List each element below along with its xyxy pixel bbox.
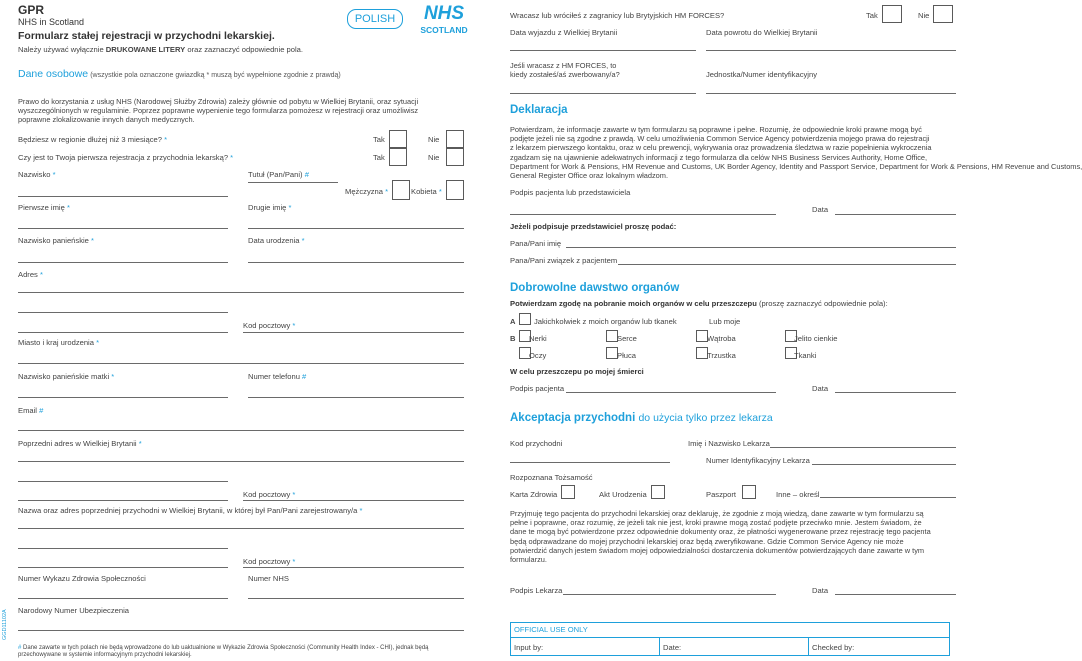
mother-maiden-label: Nazwisko panieńskie matki *: [18, 372, 115, 381]
health-card-checkbox[interactable]: [561, 485, 575, 499]
option-a-letter: A: [510, 317, 516, 326]
rep-relation-label: Pana/Pani związek z pacjentem: [510, 256, 618, 265]
prev-address-label: Poprzedni adres w Wielkiej Brytanii *: [18, 439, 142, 448]
organ-kidneys: Nerki: [529, 334, 547, 343]
prev-practice-line1[interactable]: [18, 528, 464, 529]
address-field-line2[interactable]: [18, 312, 228, 313]
prev-address-line1[interactable]: [18, 461, 464, 462]
doctor-date-field[interactable]: [835, 594, 956, 595]
option-b-letter: B: [510, 334, 516, 343]
id-health-card: Karta Zdrowia: [510, 490, 558, 499]
organ-small-bowel: Jelito cienkie: [794, 334, 838, 343]
yes-label: Tak: [373, 135, 385, 144]
doctor-signature-field[interactable]: [563, 594, 776, 595]
first-registration-yes-checkbox[interactable]: [389, 148, 407, 166]
option-a-or: Lub moje: [709, 317, 741, 326]
dob-label: Data urodzenia *: [248, 236, 305, 245]
declaration-text: Potwierdzam, że informacje zawarte w tym formularzu są poprawne i pełne. Rozumię, że odpowiednie kroki prawne mogą być podjęte jeżeli nie są zgodne z prawdą. W celu umożliwienia Common Service Agency potwierdzenia mojego prawa do rejestracji z lekarzem pierwszego kontaktu, oraz w celu prewencji, wykrywania oraz prowadzenia śledztwa w razie popełnienia wykroczenia zgadzam się na ujawnienie adekwatnych informacji z tego formularza dla celów NHS Business Services Authority, Home Office, Department for Work & Pensions, HM Revenue and Customs, UK Border Agency, Identity and Passport Service, Department for Work & Pensions, HM Revenue and Customs, General Register Office oraz lokalnym władzom.: [510, 125, 1082, 181]
yes-label: Tak: [373, 153, 385, 162]
date-label: Data: [812, 586, 829, 595]
abroad-question: Wracasz lub wróciłeś z zagranicy lub Brytyjskich HM FORCES?: [510, 11, 725, 20]
female-label: Kobieta *: [411, 187, 442, 196]
question-three-months: Będziesz w regionie dłużej niż 3 miesiące? *: [18, 135, 168, 144]
acceptance-text: Przyjmuję tego pacjenta do przychodni lekarskiej oraz deklaruję, że zgodnie z moją wiedzą, dane zawarte w tym formularzu są pełne i poprawne, oraz rozumię, że jeżeli tak nie jest, kroki prawne mogą zostać podjęte przeciwko mnie. Jestem świadom, że dane te mogą być potwierdzone przez odpowiednie dokumenty oraz, że płatności wygenerowane przez rejestrację tego pacjenta będą odprawadzane do mojej przychodni lekarskiej oraz będą zweryfikowane. Gdzie Common Service Agency nie może potwierdzić danych jestem świadom mojej odpowiedzialności dostarczenia dokumentów potwierdzających dane zawarte w tym formularzu.: [510, 509, 931, 565]
rep-relation-field[interactable]: [618, 264, 956, 265]
personal-details-heading: Dane osobowe (wszystkie pola oznaczone gwiazdką * muszą być wypełnione zgodnie z prawdą): [18, 68, 341, 80]
official-use-separator: [659, 637, 660, 656]
organ-heart: Serce: [617, 334, 637, 343]
prev-postcode-label: Kod pocztowy *: [243, 490, 296, 499]
unit-id-label: Jednostka/Numer identyfikacyjny: [706, 70, 818, 79]
patient-signature-label: Podpis pacjenta: [510, 384, 565, 393]
input-by-label: Input by:: [514, 643, 544, 652]
no-label: Nie: [428, 153, 440, 162]
nhs-number-field[interactable]: [248, 598, 464, 599]
address-field-line1[interactable]: [18, 292, 464, 293]
no-label: Nie: [918, 11, 930, 20]
title-field[interactable]: [248, 182, 338, 183]
patient-signature-field[interactable]: [566, 392, 776, 393]
left-date-label: Data wyjazdu z Wielkiej Brytanii: [510, 28, 618, 37]
checked-by-label: Checked by:: [812, 643, 855, 652]
organ-liver: Wątroba: [707, 334, 736, 343]
official-use-divider: [510, 637, 950, 638]
male-label: Mężczyzna *: [345, 187, 389, 196]
first-name-label: Pierwsze imię *: [18, 203, 70, 212]
return-date-field[interactable]: [706, 50, 956, 51]
date-label: Data: [812, 205, 829, 214]
prev-practice-label: Nazwa oraz adres poprzedniej przychodni w Wielkiej Brytanii, w której był Pan/Pani zarejestrowany/a *: [18, 506, 363, 515]
surname-label: Nazwisko *: [18, 170, 56, 179]
gp-id-field[interactable]: [812, 464, 956, 465]
organ-lungs: Płuca: [617, 351, 636, 360]
unit-id-field[interactable]: [706, 93, 956, 94]
phone-label: Numer telefonu #: [248, 372, 307, 381]
personal-intro: Prawo do korzystania z usług NHS (Narodowej Służby Zdrowia) zależy głównie od pobytu w Wielkiej Brytanii, oraz sytuacji wyszczególnionych w regulaminie. Poprzez poprawne wypenienie tego formularza pomożesz w rejestracji oraz umożliwisz poprawne zlokalizowanie innych danych medycznych.: [18, 97, 419, 125]
signature-label: Podpis pacjenta lub przedstawiciela: [510, 188, 631, 197]
left-date-field[interactable]: [510, 50, 696, 51]
middle-name-label: Drugie imię *: [248, 203, 292, 212]
gp-name-field[interactable]: [770, 447, 956, 448]
ni-number-label: Narodowy Numer Ubezpieczenia: [18, 606, 130, 615]
forces-date-field[interactable]: [510, 93, 696, 94]
abroad-no-checkbox[interactable]: [933, 5, 953, 23]
first-name-field[interactable]: [18, 228, 228, 229]
ni-number-field[interactable]: [18, 630, 464, 631]
passport-checkbox[interactable]: [742, 485, 756, 499]
birth-certificate-checkbox[interactable]: [651, 485, 665, 499]
practice-code-label: Kod przychodni: [510, 439, 563, 448]
address-field-line3[interactable]: [18, 332, 228, 333]
abroad-yes-checkbox[interactable]: [882, 5, 902, 23]
question-first-registration: Czy jest to Twoja pierwsza rejestracja z przychodnia lekarską? *: [18, 153, 234, 162]
male-checkbox[interactable]: [392, 180, 410, 200]
first-registration-no-checkbox[interactable]: [446, 148, 464, 166]
forces-question: Jeśli wracasz z HM FORCES, to kiedy zostałeś/aś zwerbowany/a?: [510, 61, 620, 80]
birthplace-field[interactable]: [18, 363, 464, 364]
three-months-no-checkbox[interactable]: [446, 130, 464, 148]
office-date-label: Date:: [663, 643, 682, 652]
three-months-yes-checkbox[interactable]: [389, 130, 407, 148]
maiden-name-label: Nazwisko panieńskie *: [18, 236, 95, 245]
date-label: Data: [812, 384, 829, 393]
health-number-field[interactable]: [18, 598, 228, 599]
declaration-heading: Deklaracja: [510, 104, 568, 116]
maiden-name-field[interactable]: [18, 262, 228, 263]
identity-seen-label: Rozpoznana Tożsamość: [510, 473, 593, 482]
svg-text:NHS: NHS: [423, 3, 465, 24]
health-number-label: Numer Wykazu Zdrowia Społeczności: [18, 574, 146, 583]
organ-pancreas: Trzustka: [707, 351, 736, 360]
gp-id-label: Numer Identyfikacyjny Lekarza: [706, 456, 810, 465]
doctor-signature-label: Podpis Lekarza: [510, 586, 563, 595]
page-title: Formularz stałej rejestracji w przychodni lekarskiej.: [18, 30, 275, 42]
prev-address-line2[interactable]: [18, 481, 228, 482]
org-name: NHS in Scotland: [18, 17, 85, 27]
form-code: GGD11102A: [2, 609, 8, 640]
id-birth-certificate: Akt Urodzenia: [599, 490, 647, 499]
female-checkbox[interactable]: [446, 180, 464, 200]
acceptance-heading: Akceptacja przychodni do użycia tylko przez lekarza: [510, 412, 773, 424]
organ-donation-heading: Dobrowolne dawstwo organów: [510, 282, 680, 294]
organ-date-field[interactable]: [835, 392, 956, 393]
option-a-checkbox[interactable]: [519, 313, 531, 325]
id-other: Inne – określ: [776, 490, 820, 499]
signature-field[interactable]: [510, 214, 776, 215]
phone-field[interactable]: [248, 397, 464, 398]
prev-practice-postcode-label: Kod pocztowy *: [243, 557, 296, 566]
official-use-heading: OFFICIAL USE ONLY: [514, 625, 588, 634]
practice-code-field[interactable]: [510, 462, 670, 463]
mother-maiden-field[interactable]: [18, 397, 228, 398]
prev-practice-line2[interactable]: [18, 548, 228, 549]
option-a-text: Jakichkolwiek z moich organów lub tkanek: [534, 317, 677, 326]
nhs-number-label: Numer NHS: [248, 574, 289, 583]
title-label: Tutuł (Pan/Pani) #: [248, 170, 309, 179]
official-use-separator: [808, 637, 809, 656]
organ-eyes: Oczy: [529, 351, 547, 360]
footnote: # Dane zawarte w tych polach nie będą wprowadzone do lub uaktualnione w Wykazie Zdrowia Społeczności (Community Health Index - CHI), jednak będą przechowywane w systemie informacyjnym przychodni lekarskiej.: [18, 645, 429, 658]
no-label: Nie: [428, 135, 440, 144]
email-label: Email #: [18, 406, 44, 415]
language-badge: POLISH: [347, 9, 403, 29]
prev-practice-postcode-field[interactable]: [243, 567, 464, 568]
prev-address-line3[interactable]: [18, 500, 228, 501]
gp-name-label: Imię i Nazwisko Lekarza: [688, 439, 770, 448]
instruction-text: Należy używać wyłącznie DRUKOWANE LITERY oraz zaznaczyć odpowiednie pola.: [18, 45, 304, 54]
representative-heading: Jeżeli podpisuje przedstawiciel proszę podać:: [510, 222, 677, 231]
organ-tissue: Tkanki: [794, 351, 817, 360]
form-code-title: GPR: [18, 3, 45, 17]
middle-name-field[interactable]: [248, 228, 464, 229]
prev-postcode-field[interactable]: [243, 500, 464, 501]
address-label: Adres *: [18, 270, 43, 279]
email-field[interactable]: [18, 430, 464, 431]
rep-name-field[interactable]: [566, 247, 956, 248]
surname-field[interactable]: [18, 196, 228, 197]
id-passport: Paszport: [706, 490, 736, 499]
id-other-field[interactable]: [820, 497, 956, 498]
postcode-label: Kod pocztowy *: [243, 321, 296, 330]
birthplace-label: Miasto i kraj urodzenia *: [18, 338, 100, 347]
prev-practice-line3[interactable]: [18, 567, 228, 568]
yes-label: Tak: [866, 11, 878, 20]
svg-text:SCOTLAND: SCOTLAND: [420, 25, 468, 35]
organ-consent-text: Potwierdzam zgodę na pobranie moich organów w celu przeszczepu (proszę zaznaczyć odpowiednie pola):: [510, 299, 888, 308]
rep-name-label: Pana/Pani imię: [510, 239, 562, 248]
after-death-text: W celu przeszczepu po mojej śmierci: [510, 367, 644, 376]
dob-field[interactable]: [248, 262, 464, 263]
postcode-field[interactable]: [243, 332, 464, 333]
declaration-date-field[interactable]: [835, 214, 956, 215]
nhs-scotland-logo: [420, 2, 468, 36]
return-date-label: Data powrotu do Wielkiej Brytanii: [706, 28, 818, 37]
